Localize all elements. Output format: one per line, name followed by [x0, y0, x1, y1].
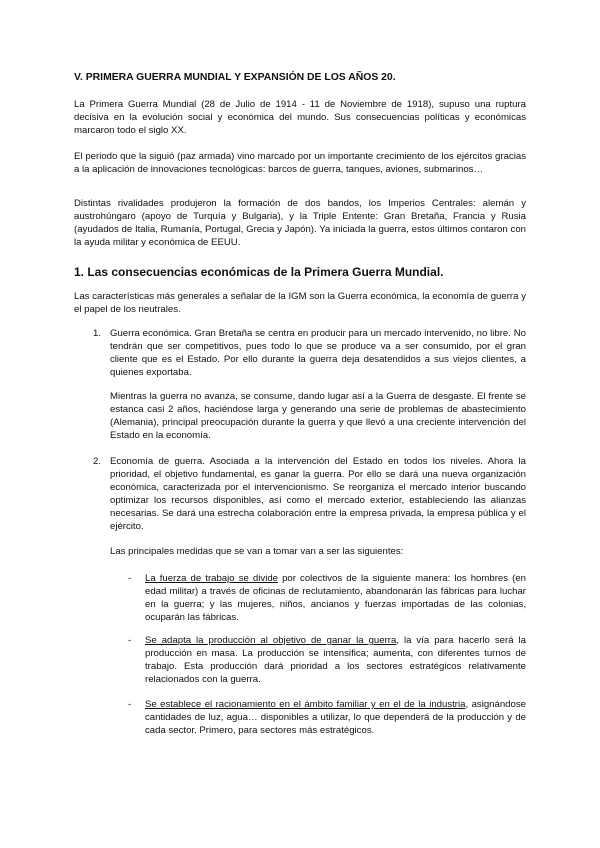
bullet-dash: - — [128, 573, 132, 584]
list-number-1: 1. — [93, 328, 102, 339]
list-item-1-continuation: Mientras la guerra no avanza, se consume, dando lugar así a la Guerra de desgaste. El frente se estanca casi 2 años, haciéndose larga y generando una serie de problemas de abastecimiento (Alemania), principal preocupación durante la guerra y que llevó a una creciente intervención del Estado en la economía. — [110, 391, 526, 441]
intro-paragraph-2: El periodo que la siguió (paz armada) vino marcado por un importante crecimiento de los ejércitos gracias a la aplicación de innovaciones tecnológicas: barcos de guerra, tanques, aviones, submarinos… — [74, 151, 526, 175]
section-lead-paragraph: Las características más generales a señalar de la IGM son la Guerra económica, la economía de guerra y el papel de los neutrales. — [74, 291, 526, 315]
bullet-item-3-underlined: Se establece el racionamiento en el ámbito familiar y en el de la industria — [145, 699, 466, 710]
bullet-dash: - — [128, 635, 132, 646]
bullet-item-3-rest: , asignándose cantidades de luz, agua… disponibles a utilizar, lo que dependerá de la producción y de cada sector. Primero, para sectores más estratégicos. — [145, 699, 526, 736]
intro-paragraph-1: La Primera Guerra Mundial (28 de Julio de 1914 - 11 de Noviembre de 1918), supuso una ruptura decisiva en la evolución social y económica del mundo. Sus consecuencias políticas y económicas marcaron todo el siglo XX. — [74, 99, 526, 136]
bullet-item-2-underlined: Se adapta la producción al objetivo de ganar la guerra — [145, 635, 397, 646]
bullet-item-1-underlined: La fuerza de trabajo se divide — [145, 573, 278, 584]
bullet-dash: - — [128, 699, 132, 710]
list-item-1-text: Guerra económica. Gran Bretaña se centra en producir para un mercado intervenido, no libre. No tendrán que ser competitivos, pues todo lo que se produce va a ser consumido, por el gran cliente que es el Estado. Por ello durante la guerra deja desatendidos a sus viejos clientes, a quienes exportaba. — [110, 328, 526, 378]
list-item-2-continuation: Las principales medidas que se van a tomar van a ser las siguientes: — [110, 546, 404, 557]
section-heading: 1. Las consecuencias económicas de la Primera Guerra Mundial. — [74, 265, 444, 279]
bullet-item-2 — [145, 634, 526, 686]
bullet-item-1 — [145, 572, 526, 624]
page-title: V. PRIMERA GUERRA MUNDIAL Y EXPANSIÓN DE LOS AÑOS 20. — [74, 72, 396, 83]
bullet-item-2-rest: , la vía para hacerlo será la producción en masa. La producción se intensifica; aumenta, con diferentes turnos de trabajo. Esta producción dará prioridad a los sectores estratégicos relativamente relacionados con la guerra. — [145, 635, 526, 685]
bullet-item-3 — [145, 698, 526, 737]
bullet-item-1-rest: por colectivos de la siguiente manera: los hombres (en edad militar) a través de oficinas de reclutamiento, abandonarán las fábricas para luchar en la guerra; y las mujeres, niños, ancianos y fuerzas importadas de las colonias, ocuparán las fábricas. — [145, 573, 526, 623]
list-number-2: 2. — [93, 456, 102, 467]
list-item-2-text: Economía de guerra. Asociada a la intervención del Estado en todos los niveles. Ahora la prioridad, el objetivo fundamental, es ganar la guerra. Por ello se dará una nueva organización económica, caracterizada por el intervencionismo. Se reorganiza el mercado interior buscando optimizar los recursos disponibles, así como el mercado exterior, estableciendo las alianzas necesarias. Se dará una estrecha colaboración entre la empresa privada, la empresa pública y el ejército. — [110, 456, 526, 532]
intro-paragraph-3: Distintas rivalidades produjeron la formación de dos bandos, los Imperios Centrales: alemán y austrohúngaro (apoyo de Turquía y Bulgaria), y la Triple Entente: Gran Bretaña, Francia y Rusia (ayudados de Italia, Rumanía, Portugal, Grecia y Japón). Ya iniciada la guerra, estos últimos contaron con la ayuda militar y económica de EEUU. — [74, 198, 526, 248]
